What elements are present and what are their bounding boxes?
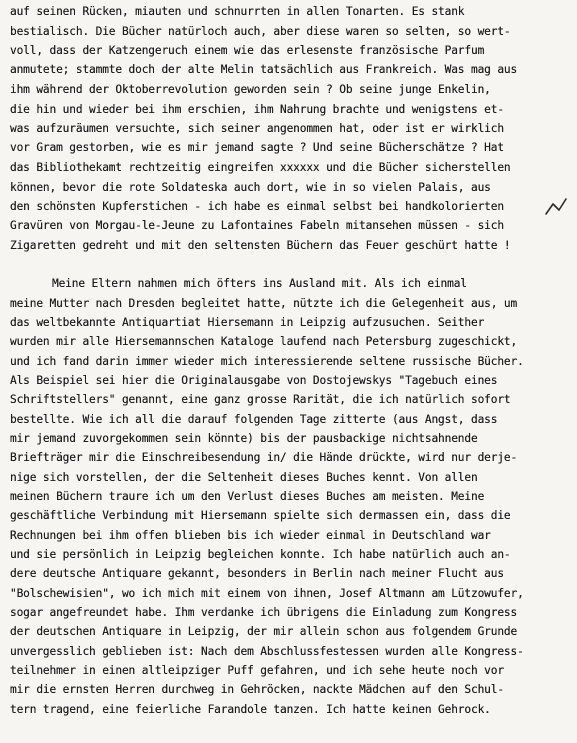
text-line: Zigaretten gedreht und mit den seltensten Büchern das Feuer geschürt hatte ! <box>10 239 511 252</box>
text-line: mir jemand zuvorgekommen sein könnte) bis der pausbackige nichtsahnende <box>10 432 478 445</box>
text-line: das weltbekannte Antiquartiat Hiersemann in Leipzig aufzusuchen. Seither <box>10 316 485 329</box>
text-line: Briefträger mir die Einschreibesendung in/ die Hände drückte, wird nur derje- <box>10 451 518 464</box>
text-line: sogar angefreundet habe. Ihm verdanke ich übrigens die Einladung zum Kongress <box>10 606 518 619</box>
text-line: wurden mir alle Hiersemannschen Kataloge laufend nach Petersburg zugeschickt, <box>10 335 518 348</box>
text-line: das Bibliothekamt rechtzeitig eingreifen xxxxxx und die Bücher sicherstellen <box>10 161 511 174</box>
text-line: unvergesslich geblieben ist: Nach dem Abschlussfestessen wurden alle Kongress- <box>10 645 524 658</box>
text-line: anmutete; stammte doch der alte Melin tatsächlich aus Frankreich. Was mag aus <box>10 63 518 76</box>
text-line: Rechnungen bei ihm offen blieben bis ich wieder einmal in Deutschland war <box>10 529 491 542</box>
text-line: meine Mutter nach Dresden begleitet hatte, nützte ich die Gelegenheit aus, um <box>10 297 518 310</box>
text-line: nige sich vorstellen, der die Seltenheit dieses Buches kennt. Von allen <box>10 471 478 484</box>
text-line: die hin und wieder bei ihm erschien, ihm Nahrung brachte und wenigstens et- <box>10 103 504 116</box>
text-line: auf seinen Rücken, miauten und schnurrten in allen Tonarten. Es stank <box>10 5 465 18</box>
text-line: tern tragend, eine feierliche Farandole tanzen. Ich hatte keinen Gehrock. <box>10 703 491 716</box>
text-line: und sie persönlich in Leipzig begleichen konnte. Ich habe natürlich auch an- <box>10 548 511 561</box>
text-line: können, bevor die rote Soldateska auch dort, wie in so vielen Palais, aus <box>10 181 491 194</box>
text-line: meinen Büchern traure ich um den Verlust dieses Buches am meisten. Meine <box>10 490 485 503</box>
text-line: Schriftstellers" genannt, eine ganz grosse Rarität, die ich natürlich sofort <box>10 393 511 406</box>
text-line: ihm während der Oktoberrevolution geworden sein ? Ob seine junge Enkelin, <box>10 83 491 96</box>
text-line: den schönsten Kupferstichen - ich habe es einmal selbst bei handkolorierten <box>10 200 504 213</box>
text-line: "Bolschewisien", wo ich mich mit einem von ihnen, Josef Altmann am Lützowufer, <box>10 587 524 600</box>
text-line: bestialisch. Die Bücher natürloch auch, aber diese waren so selten, so wert- <box>10 25 511 38</box>
text-line: bestellte. Wie ich all die darauf folgenden Tage zitterte (aus Angst, dass <box>10 413 498 426</box>
text-line: vor Gram gestorben, wie es mir jemand sagte ? Und seine Bücherschätze ? Hat <box>10 141 504 154</box>
text-line: der deutschen Antiquare in Leipzig, der mir allein schon aus folgendem Grunde <box>10 625 518 638</box>
text-line: teilnehmer in einen altleipziger Puff gefahren, und ich sehe heute noch vor <box>10 664 504 677</box>
text-line: und ich fand darin immer wieder mich interessierende seltene russische Bücher. <box>10 355 524 368</box>
pen-correction-mark <box>543 196 569 218</box>
text-line: geschäftliche Verbindung mit Hiersemann spielte sich dermassen ein, dass die <box>10 509 511 522</box>
text-line: mir die ernsten Herren durchweg in Gehröcken, nackte Mädchen auf den Schul- <box>10 683 504 696</box>
text-line: Meine Eltern nahmen mich öfters ins Ausland mit. Als ich einmal <box>52 277 467 290</box>
text-line: Als Beispiel sei hier die Originalausgabe von Dostojewskys "Tagebuch eines <box>10 374 498 387</box>
text-line: Gravüren von Morgau-le-Jeune zu Lafontaines Fabeln mitansehen müssen - sich <box>10 219 504 232</box>
text-line: dere deutsche Antiquare gekannt, besonders in Berlin nach meiner Flucht aus <box>10 567 504 580</box>
text-line: voll, dass der Katzengeruch einem wie das erlesenste französische Parfum <box>10 44 485 57</box>
text-line: was aufzuräumen versuchte, sich seiner angenommen hat, oder ist er wirklich <box>10 122 504 135</box>
